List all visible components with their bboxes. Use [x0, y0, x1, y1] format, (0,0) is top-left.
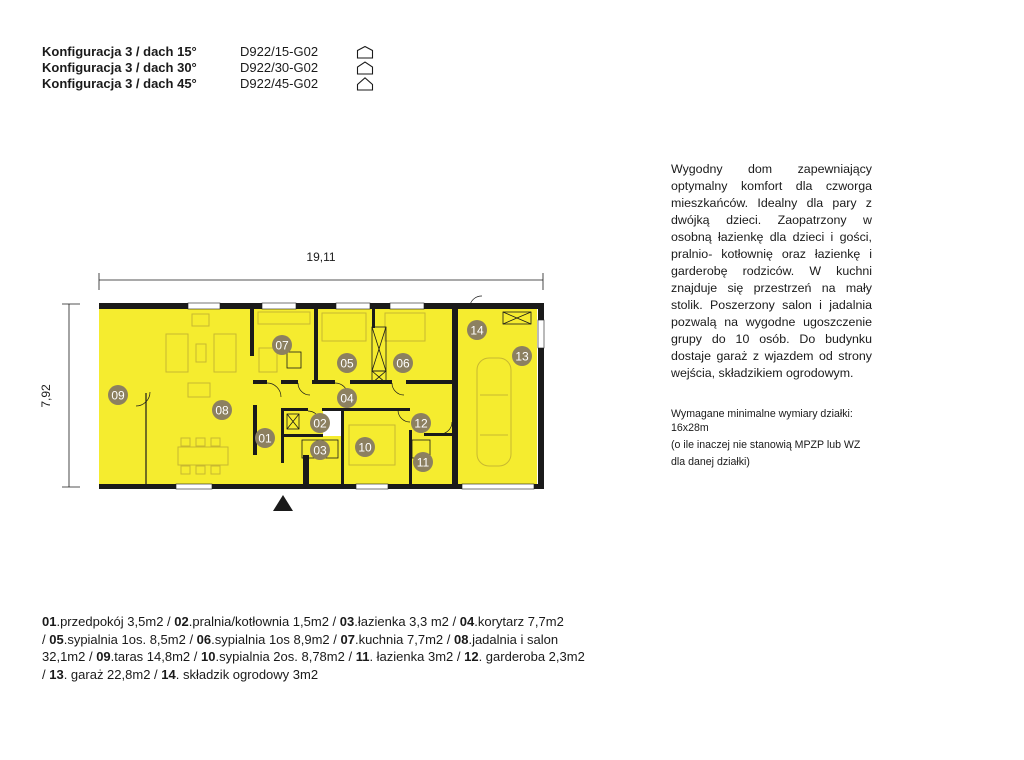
legend-item: 13. garaż 22,8m2	[49, 666, 151, 682]
svg-text:02: 02	[313, 416, 327, 431]
wall-wardrobe-top	[424, 433, 452, 436]
svg-text:13: 13	[515, 349, 529, 364]
svg-text:07: 07	[275, 338, 289, 353]
wall-kitchen-right	[314, 308, 318, 383]
configuration-code: D922/30-G02	[240, 60, 319, 75]
room-marker-04	[337, 388, 357, 408]
svg-text:08: 08	[215, 403, 229, 418]
svg-text:09: 09	[111, 388, 125, 403]
legend-item: 11. łazienka 3m2	[355, 649, 454, 664]
svg-text:01: 01	[258, 431, 272, 446]
svg-text:10: 10	[358, 440, 372, 455]
configuration-label: Konfiguracja 3 / dach 30°	[42, 60, 197, 75]
wall-corridor-top	[312, 380, 335, 384]
legend-item: 14. składzik ogrodowy 3m2	[161, 666, 319, 682]
legend-item: 07.kuchnia 7,7m2	[340, 631, 444, 647]
room-marker-03	[310, 440, 330, 460]
legend-item: 02.pralnia/kotłownia 1,5m2	[174, 614, 329, 629]
room-legend: 01.przedpokój 3,5m2 / 02.pralnia/kotłownia 1,5m2 / 03.łazienka 3,3 m2 / 04.korytarz 7,7m2 / 05.sypialnia 1os. 8,5m2 / 06.sypialnia 1os 8,9m2 / 07.kuchnia 7,7m2 / 08.jadalnia i salon 32,1m2 / 09.taras 14,8m2 / 10.sypialnia 2os. 8,78m2 / 11. łazienka 3m2 / 12. garderoba 2,3m2 / 13. garaż 22,8m2 / 14. składzik ogrodowy 3m2	[42, 614, 585, 682]
width-dimension-label: 19,11	[306, 250, 336, 264]
legend-item: 05.sypialnia 1os. 8,5m2	[49, 631, 186, 647]
requirements-title: Wymagane minimalne wymiary działki:	[671, 408, 853, 420]
svg-text:06: 06	[396, 356, 410, 371]
wall-bathroom-top	[322, 408, 410, 411]
wall-top-garage	[458, 303, 544, 309]
requirements-dimensions: 16x28m	[671, 421, 709, 434]
house-description: Wygodny dom zapewniający optymalny komfort dla czworga mieszkańców. Idealny dla pary z dwójką dzieci. Zaopatrzony w osobną łazienkę dla dzieci i gości, pralnio- kotłownię oraz łazienkę i garderobę rodziców. W kuchni znajduje się przestrzeń na mały stolik. Poszerzony salon i jadalnia pozwalą na wygodne ugoszczenie grupy do 10 osób. Do budynku dostaje garaż z wjazdem od strony wejścia, składzikiem ogrodowym.	[671, 162, 872, 380]
room-marker-06	[393, 353, 413, 373]
wall-kitchen-left	[250, 308, 254, 356]
wall-corridor-top	[281, 380, 298, 384]
configuration-label: Konfiguracja 3 / dach 15°	[42, 44, 197, 59]
depth-dimension-label: 7,92	[39, 384, 53, 408]
room-marker-09	[108, 385, 128, 405]
room-marker-02	[310, 413, 330, 433]
depth-dimension	[39, 304, 80, 487]
room-marker-10	[355, 437, 375, 457]
wall-corridor-top	[253, 380, 267, 384]
wall-bathroom-mid	[283, 434, 323, 437]
room-marker-01	[255, 428, 275, 448]
requirements-note: (o ile inaczej nie stanowią MPZP lub WZ	[671, 439, 861, 451]
legend-item: 12. garderoba 2,3m2	[464, 649, 585, 664]
requirements-note: dla danej działki)	[671, 455, 750, 468]
room-marker-07	[272, 335, 292, 355]
legend-item: 03.łazienka 3,3 m2	[339, 614, 449, 629]
wall-corridor-top	[406, 380, 452, 384]
wall-garage	[452, 303, 458, 489]
wall-entrance	[253, 405, 257, 455]
svg-text:03: 03	[313, 443, 327, 458]
wall-fixture	[303, 455, 309, 485]
room-marker-05	[337, 353, 357, 373]
wall-bathroom-top	[283, 408, 308, 411]
configuration-code: D922/45-G02	[240, 76, 319, 91]
svg-text:14: 14	[470, 323, 484, 338]
legend-item: 06.sypialnia 1os 8,9m2	[196, 631, 330, 647]
legend-item: 08.jadalnia i salon	[453, 631, 559, 647]
svg-text:12: 12	[414, 416, 428, 431]
svg-text:04: 04	[340, 391, 354, 406]
width-dimension	[99, 250, 543, 290]
wall-wardrobe	[409, 430, 412, 485]
legend-item: 04.korytarz 7,7m2	[459, 614, 564, 629]
room-marker-08	[212, 400, 232, 420]
room-master-bedroom	[343, 411, 410, 485]
room-marker-14	[467, 320, 487, 340]
wall-bedroom-master-left	[341, 408, 344, 485]
legend-item: 01.przedpokój 3,5m2	[42, 614, 164, 629]
configuration-label: Konfiguracja 3 / dach 45°	[42, 76, 197, 91]
configuration-code: D922/15-G02	[240, 44, 319, 59]
room-marker-12	[411, 413, 431, 433]
entrance-arrow-icon	[273, 495, 293, 511]
svg-text:11: 11	[416, 455, 430, 470]
wall-bedrooms	[372, 308, 375, 328]
svg-text:05: 05	[340, 356, 354, 371]
wall-corridor-top	[350, 380, 392, 384]
legend-item: 09.taras 14,8m2	[96, 649, 191, 664]
room-marker-13	[512, 346, 532, 366]
room-marker-11	[413, 452, 433, 472]
legend-item: 10.sypialnia 2os. 8,78m2	[201, 649, 345, 664]
